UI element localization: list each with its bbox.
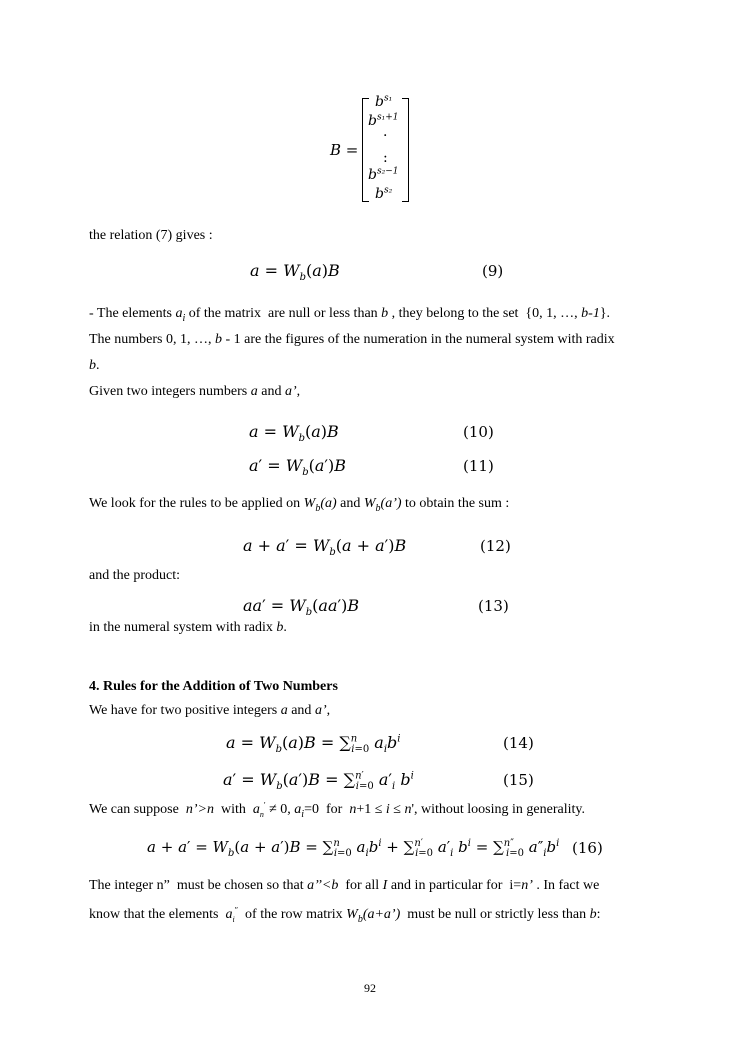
matrix-right-bracket	[402, 98, 409, 202]
equation-11: $a' = W_b(a')B$	[249, 456, 347, 479]
equation-16-number: (16)	[572, 839, 603, 857]
equation-9-number: (9)	[482, 262, 504, 280]
para-product: and the product:	[89, 568, 180, 583]
para-lookfor: We look for the rules to be applied on $W_b(a)$ and $W_b(a’)$ to obtain the sum :	[89, 496, 510, 514]
equation-16: $a + a' = W_b(a + a')B = \sum^n_{i=0}$ $a_ib^i + \sum^{n'}_{i=0}$ $a'_i$ $b^i = \sum^{n''}_{i=0}$ $a''_ib^i$	[147, 838, 560, 859]
page-number: 92	[364, 981, 376, 995]
matrix-entry-2: $b^{s_1+1}$	[368, 112, 399, 129]
para-given: Given two integers numbers a and a’,	[89, 384, 301, 399]
equation-13-number: (13)	[478, 597, 509, 615]
para-radix: in the numeral system with radix b.	[89, 620, 287, 635]
matrix-entry-1: $b^{s_1}$	[375, 93, 393, 110]
equation-14-number: (14)	[503, 734, 534, 752]
matrix-entry-colon: :	[383, 150, 388, 166]
para-integer-line2: know that the elements $a_i''$ of the row matrix $W_b(a+a’)$ must be null or strictly less than b:	[89, 905, 601, 925]
equation-15: $a' = W_b(a')B = \sum^{n'}_{i=0}$ $a'_i$ $b^i$	[223, 770, 414, 793]
equation-12: $a + a' = W_b(a + a')B$	[243, 536, 407, 559]
equation-11-number: (11)	[463, 457, 494, 475]
equation-9: $a = W_b(a)B$	[250, 261, 340, 284]
para-elements-line1: - The elements $a_i$ of the matrix are null or less than b , they belong to the set {0, 1, …, b-1}.	[89, 306, 611, 324]
equation-10-number: (10)	[463, 423, 494, 441]
equation-10: $a = W_b(a)B$	[249, 422, 339, 445]
equation-14: $a = W_b(a)B = \sum^n_{i=0}$ $a_ib^i$	[226, 733, 401, 756]
matrix-entry-3: $b^{s_2-1}$	[368, 166, 399, 183]
equation-15-number: (15)	[503, 771, 534, 789]
para-elements-line2: The numbers 0, 1, …, b - 1 are the figures of the numeration in the numeral system with radix	[89, 332, 615, 347]
para-suppose: We can suppose n’>n with $a_n' \ne 0$, $a_i=0$ for n+1 ≤ i ≤ n', without loosing in generality.	[89, 800, 585, 820]
para-elements-line3: b.	[89, 358, 100, 373]
section-heading: 4. Rules for the Addition of Two Numbers	[89, 679, 338, 694]
equation-13: $aa' = W_b(aa')B$	[243, 596, 360, 619]
matrix-lhs: B =	[330, 141, 359, 159]
matrix-entry-4: $b^{s_2}$	[375, 185, 393, 202]
matrix-entry-dot: ·	[383, 128, 388, 144]
equation-12-number: (12)	[480, 537, 511, 555]
para-integer-line1: The integer n” must be chosen so that a’’<b for all I and in particular for i=n’ . In fact we	[89, 878, 600, 893]
para-wehave: We have for two positive integers a and a’,	[89, 703, 331, 718]
para-relation7: the relation (7) gives :	[89, 228, 213, 243]
